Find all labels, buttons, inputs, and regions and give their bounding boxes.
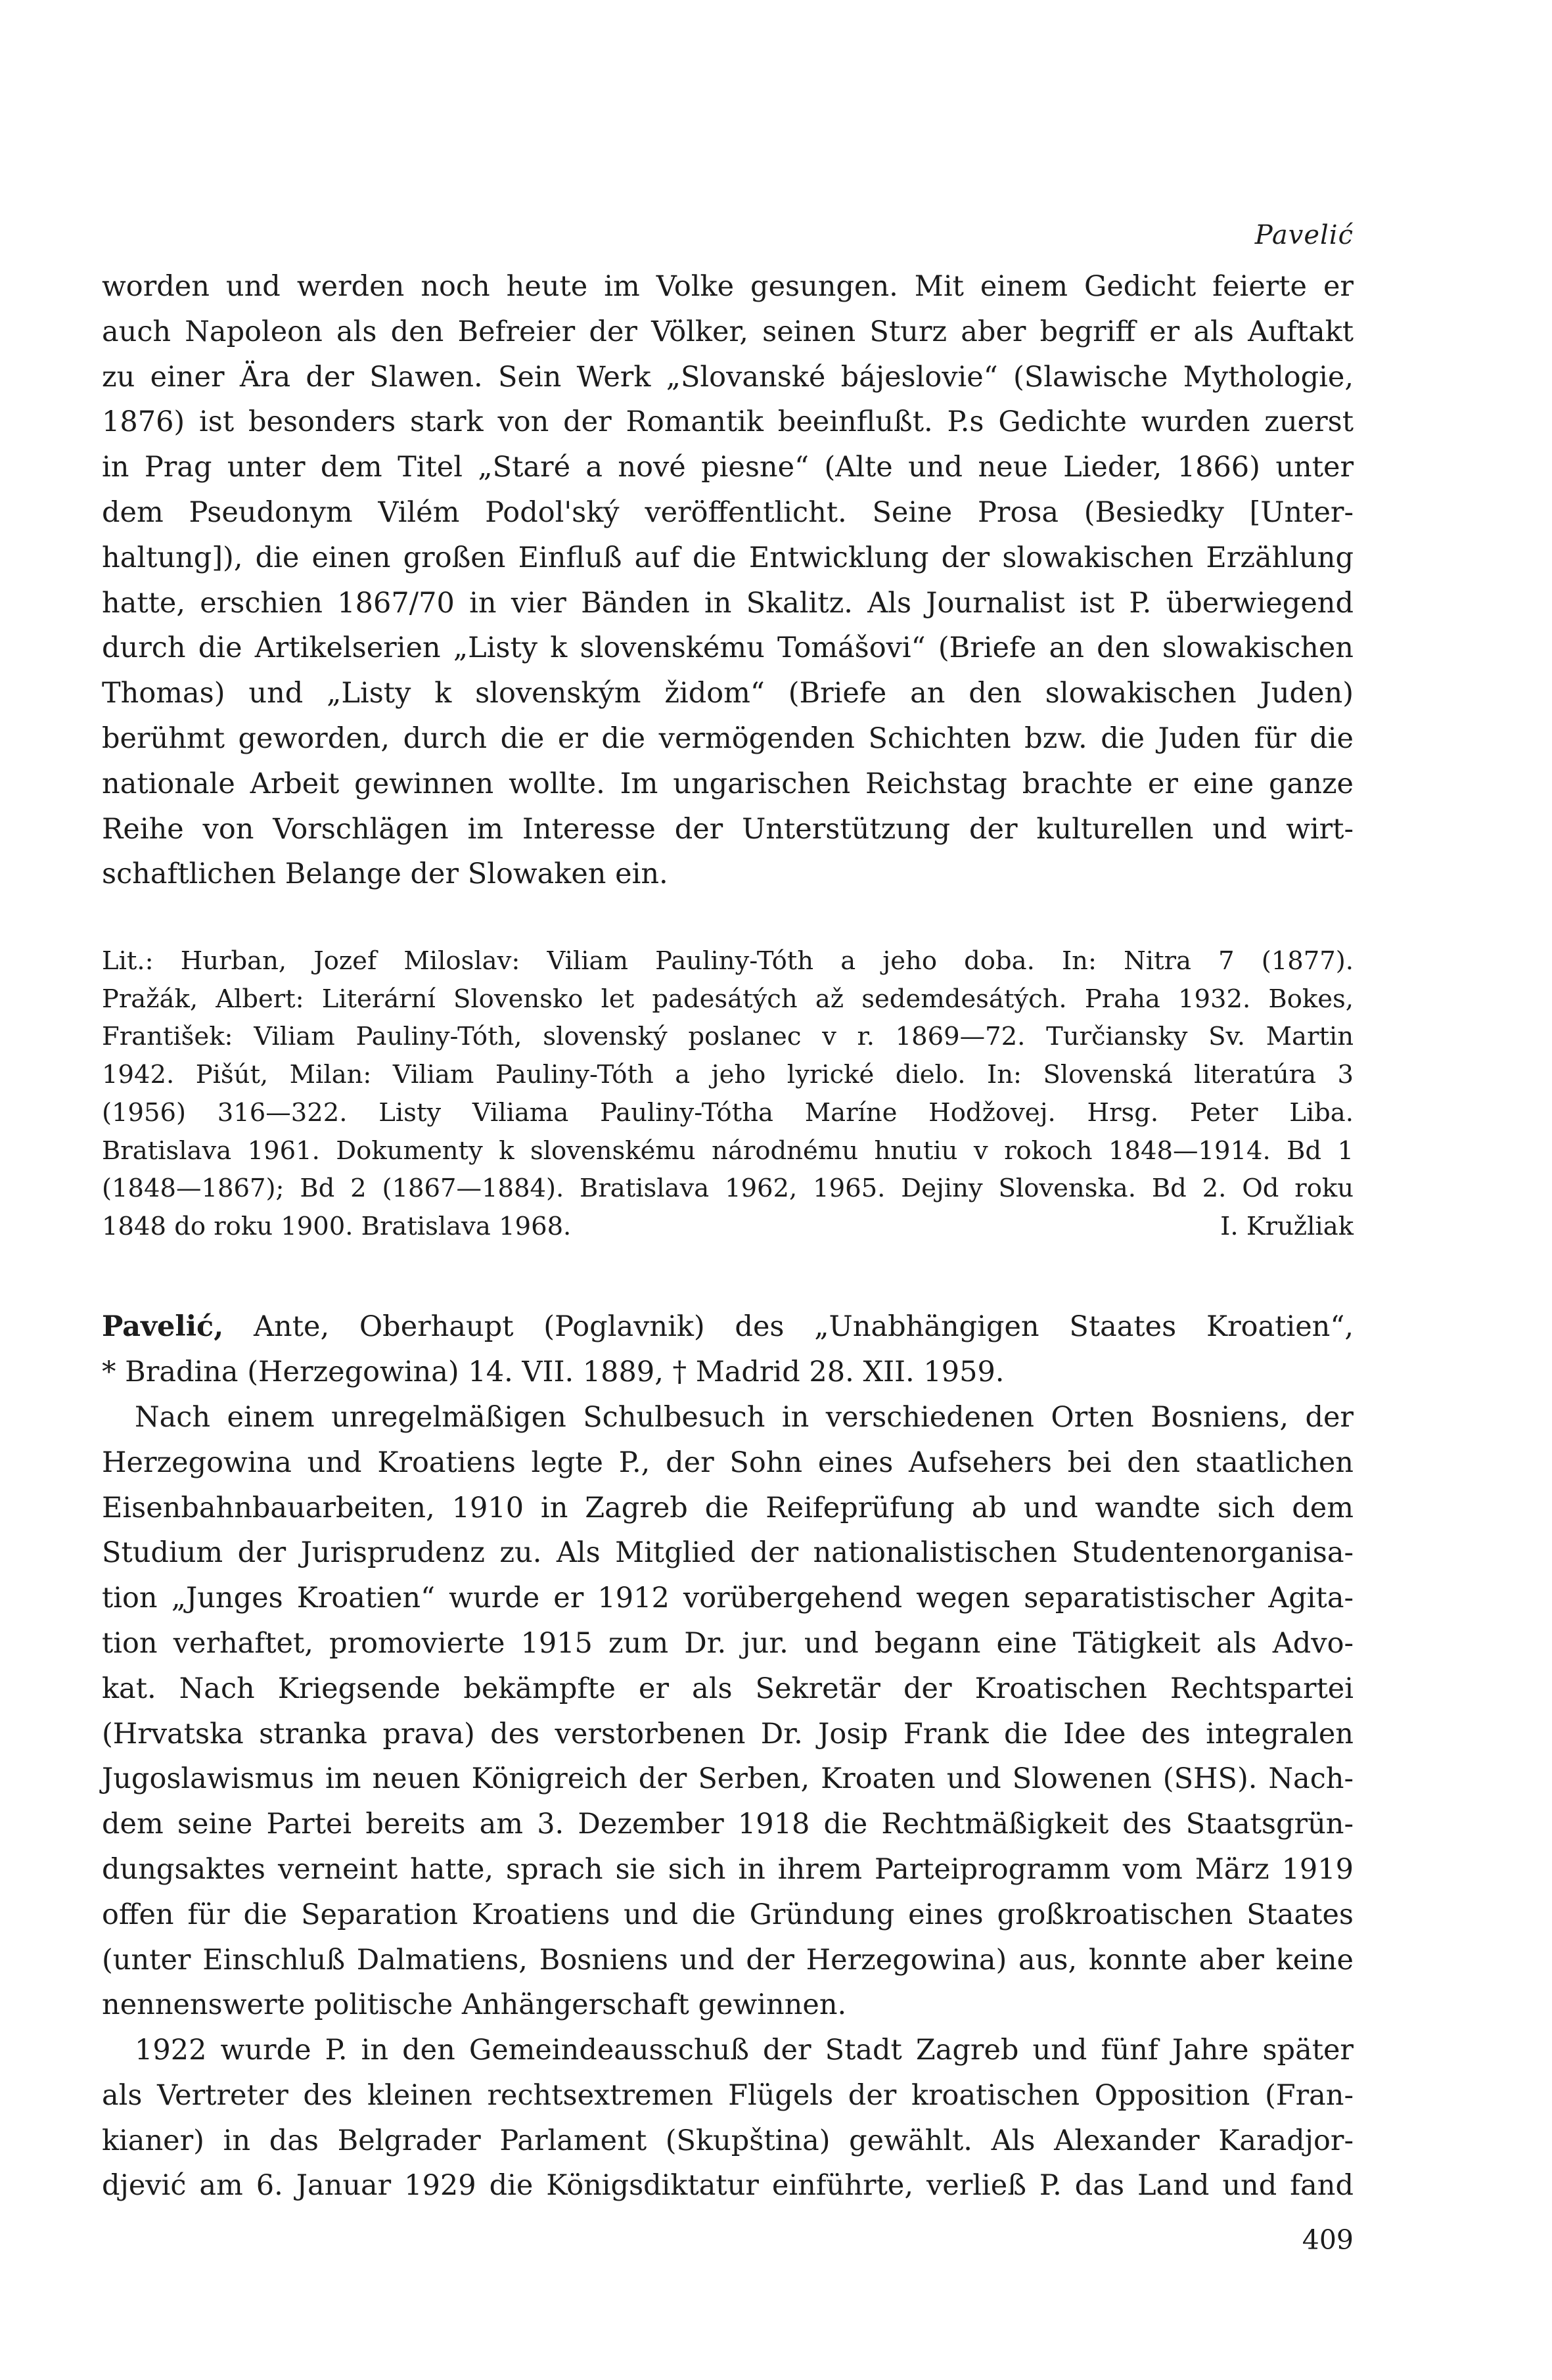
text-line: zu einer Ära der Slawen. Sein Werk „Slovanské bájeslovie“ (Slawische Mythologie, <box>102 360 1354 394</box>
literature-last-line <box>102 1208 1354 1246</box>
text-line: (unter Einschluß Dalmatiens, Bosniens und der Herzegowina) aus, konnte aber keine <box>102 1943 1354 1977</box>
heading-line <box>102 1304 1354 1350</box>
text-line: tion „Junges Kroatien“ wurde er 1912 vorübergehend wegen separatistischer Agita- <box>102 1582 1354 1615</box>
text-line: auch Napoleon als den Befreier der Völker, seinen Sturz aber begriff er als Auftakt <box>102 315 1354 348</box>
text-line: kat. Nach Kriegsende bekämpfte er als Sekretär der Kroatischen Rechtspartei <box>102 1672 1354 1705</box>
text-line: worden und werden noch heute im Volke gesungen. Mit einem Gedicht feierte er <box>102 270 1354 303</box>
literature-line: 1942. Pišút, Milan: Viliam Pauliny-Tóth a jeho lyrické dielo. In: Slovenská literatúra 3 <box>102 1060 1354 1090</box>
text-line: (Hrvatska stranka prava) des verstorbenen Dr. Josip Frank die Idee des integralen <box>102 1717 1354 1751</box>
text-line: als Vertreter des kleinen rechtsextremen Flügels der kroatischen Opposition (Fran- <box>102 2078 1354 2112</box>
literature-line: (1848—1867); Bd 2 (1867—1884). Bratislava 1962, 1965. Dejiny Slovenska. Bd 2. Od roku <box>102 1174 1354 1204</box>
heading-text: Ante, Oberhaupt (Poglavnik) des „Unabhängigen Staates Kroatien“, <box>223 1310 1354 1343</box>
literature-line: Lit.: Hurban, Jozef Miloslav: Viliam Pauliny-Tóth a jeho doba. In: Nitra 7 (1877). <box>102 946 1354 976</box>
text-line: schaftlichen Belange der Slowaken ein. <box>102 858 668 891</box>
page-number: 409 <box>1302 2224 1354 2256</box>
text-line: offen für die Separation Kroatiens und die Gründung eines großkroatischen Staates <box>102 1898 1354 1931</box>
text-line: Nach einem unregelmäßigen Schulbesuch in verschiedenen Orten Bosniens, der <box>135 1401 1354 1434</box>
text-line: 1876) ist besonders stark von der Romantik beeinflußt. P.s Gedichte wurden zuerst <box>102 405 1354 439</box>
text-line: haltung]), die einen großen Einfluß auf die Entwicklung der slowakischen Erzählung <box>102 541 1354 574</box>
literature-line: Pražák, Albert: Literární Slovensko let padesátých až sedemdesátých. Praha 1932. Bokes, <box>102 984 1354 1014</box>
text-line: durch die Artikelserien „Listy k slovenskému Tomášovi“ (Briefe an den slowakischen <box>102 631 1354 665</box>
text-line: Herzegowina und Kroatiens legte P., der Sohn eines Aufsehers bei den staatlichen <box>102 1446 1354 1479</box>
entry-heading <box>102 1304 1354 1395</box>
text-line: 1922 wurde P. in den Gemeindeausschuß der Stadt Zagreb und fünf Jahre später <box>135 2034 1354 2067</box>
text-line: nationale Arbeit gewinnen wollte. Im ungarischen Reichstag brachte er eine ganze <box>102 767 1354 800</box>
text-line: dem Pseudonym Vilém Podol'ský veröffentlicht. Seine Prosa (Besiedky [Unter- <box>102 495 1354 529</box>
text-line: Eisenbahnbauarbeiten, 1910 in Zagreb die Reifeprüfung ab und wandte sich dem <box>102 1491 1354 1524</box>
text-line: hatte, erschien 1867/70 in vier Bänden in Skalitz. Als Journalist ist P. überwiegend <box>102 586 1354 620</box>
text-line: tion verhaftet, promovierte 1915 zum Dr. jur. und begann eine Tätigkeit als Advo- <box>102 1626 1354 1660</box>
text-line: kianer) in das Belgrader Parlament (Skupština) gewählt. Als Alexander Karadjor- <box>102 2124 1354 2157</box>
text-line: Thomas) und „Listy k slovenským židom“ (Briefe an den slowakischen Juden) <box>102 677 1354 710</box>
text-line: berühmt geworden, durch die er die vermögenden Schichten bzw. die Juden für die <box>102 721 1354 755</box>
text-line: Jugoslawismus im neuen Königreich der Serben, Kroaten und Slowenen (SHS). Nach- <box>102 1762 1354 1796</box>
text-line: nennenswerte politische Anhängerschaft gewinnen. <box>102 1988 847 2022</box>
headword: Pavelić, <box>102 1310 224 1343</box>
text-line: Reihe von Vorschlägen im Interesse der Unterstützung der kulturellen und wirt- <box>102 812 1354 846</box>
literature-line: (1956) 316—322. Listy Viliama Pauliny-Tótha Maríne Hodžovej. Hrsg. Peter Liba. <box>102 1097 1354 1128</box>
entry-paragraph-1 <box>102 1395 1354 2028</box>
literature-line: 1848 do roku 1900. Bratislava 1968. <box>102 1211 572 1241</box>
text-line: dungsaktes verneint hatte, sprach sie sich in ihrem Parteiprogramm vom März 1919 <box>102 1852 1354 1886</box>
literature-line: Bratislava 1961. Dokumenty k slovenskému národnému hnutiu v rokoch 1848—1914. Bd 1 <box>102 1135 1354 1166</box>
text-line: in Prag unter dem Titel „Staré a nové piesne“ (Alte und neue Lieder, 1866) unter <box>102 451 1354 484</box>
entry-paragraph-2 <box>102 2028 1354 2208</box>
text-line: dem seine Partei bereits am 3. Dezember 1918 die Rechtmäßigkeit des Staatsgrün- <box>102 1808 1354 1841</box>
running-title: Pavelić <box>1254 220 1354 250</box>
text-line: Studium der Jurisprudenz zu. Als Mitglied der nationalistischen Studentenorganisa- <box>102 1536 1354 1570</box>
text-line: djević am 6. Januar 1929 die Königsdiktatur einführte, verließ P. das Land und fand <box>102 2169 1354 2203</box>
continuation-paragraph <box>102 264 1354 897</box>
literature-line: František: Viliam Pauliny-Tóth, slovenský poslanec v r. 1869—72. Turčiansky Sv. Martin <box>102 1022 1354 1052</box>
heading-line: * Bradina (Herzegowina) 14. VII. 1889, † Madrid 28. XII. 1959. <box>102 1355 1005 1388</box>
literature-list <box>102 942 1354 1246</box>
literature-author: I. Kružliak <box>1220 1211 1354 1241</box>
